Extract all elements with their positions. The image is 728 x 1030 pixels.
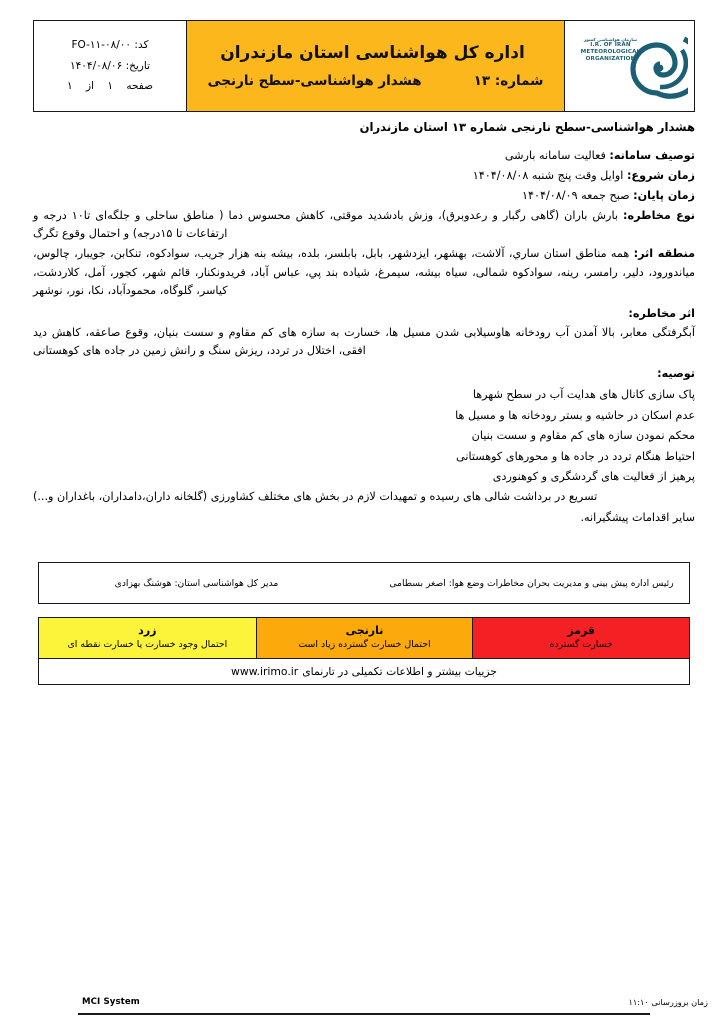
field-value: صبح جمعه ۱۴۰۴/۰۸/۰۹: [521, 189, 630, 203]
list-item: پاک سازی کانال های هدایت آب در سطح شهرها: [472, 388, 695, 402]
recommendations-list: [33, 385, 695, 528]
meta-date-value: ۱۴۰۴/۰۸/۰۶: [70, 59, 123, 72]
field-hazard-type: [33, 207, 695, 243]
hazard-type-value: بارش باران (گاهی رگبار و رعدوبرق)، وزش بادشدید موقتی، کاهش محسوس دما ( مناطق ساحلی و جلگه‌ای تا۱۰ درجه و ارتفاعات تا ۱۵درجه) و احتمال وقوع تگرگ: [33, 209, 618, 241]
irimo-website-link[interactable]: www.irimo.ir: [231, 665, 299, 678]
meta-date-label: تاریخ:: [125, 59, 150, 72]
legend-cell-yellow: [39, 618, 256, 658]
field-affected-region: [33, 245, 695, 299]
field-value: اوایل وقت پنج شنبه ۱۴۰۴/۰۸/۰۸: [472, 168, 624, 182]
meta-page-current: ۱: [107, 80, 113, 93]
document-body: [33, 118, 695, 528]
page-title: اداره کل هواشناسی استان مازندران: [220, 43, 525, 63]
logo-text-line2: METEOROLOGICAL: [580, 49, 641, 56]
header-meta-cell: [34, 21, 186, 111]
footer-system-label: MCI System: [82, 997, 140, 1007]
footer-update-value: ۱۱:۱۰: [628, 997, 649, 1007]
legend-title: زرد: [138, 624, 157, 638]
footer-update-label: زمان بروزرسانی: [651, 997, 708, 1007]
meta-page-of: از: [86, 80, 95, 93]
document-header: [33, 20, 695, 112]
list-item: تسریع در برداشت شالی های رسیده و تمهیدات لازم در بخش های مختلف کشاورزی (گلخانه داران،دامداران، باغداران و...): [33, 490, 598, 504]
irimo-logo: [570, 29, 690, 103]
header-number: [474, 73, 544, 89]
meta-date-line: [70, 56, 150, 76]
meta-code-value: FO-۱۱-۰۸/۰۰: [71, 39, 132, 52]
field-end-time: [33, 187, 695, 205]
field-value: فعالیت سامانه بارشی: [504, 148, 606, 162]
logo-text-fa: سازمان هواشناسی کشور: [583, 37, 638, 42]
header-subtitle-row: [201, 73, 550, 89]
severity-legend: [38, 617, 690, 659]
meta-page-label: صفحه: [126, 80, 153, 93]
header-subtitle: هشدار هواشناسی-سطح نارنجی: [207, 73, 422, 89]
recommendations-title: توصیه:: [657, 367, 695, 381]
footer-divider: [78, 1013, 650, 1015]
legend-description: خسارت گسترده: [549, 639, 613, 651]
list-item: سایر اقدامات پیشگیرانه.: [580, 510, 695, 524]
header-logo-cell: [564, 21, 694, 111]
signature-name: اصغر بسطامی: [389, 577, 449, 589]
logo-text-line3: ORGANIZATION: [585, 56, 636, 63]
field-label: زمان شروع:: [626, 168, 695, 182]
signature-forecast-manager: [364, 578, 689, 589]
hazard-type-label: نوع مخاطره:: [623, 209, 695, 223]
legend-title: نارنجی: [345, 624, 384, 638]
header-number-value: ۱۳: [473, 73, 491, 89]
more-info-bar: [38, 659, 690, 685]
header-title-cell: [186, 21, 564, 111]
more-info-text: جزییات بیشتر و اطلاعات تکمیلی در تارنمای: [302, 665, 497, 678]
meta-code-line: [72, 35, 149, 55]
legend-description: احتمال وجود خسارت یا خسارت نقطه ای: [67, 639, 228, 651]
meta-page-line: [62, 76, 158, 96]
logo-text-line1: I.R. OF IRAN: [590, 42, 631, 49]
header-number-label: شماره:: [494, 73, 544, 89]
signature-role: رئیس اداره پیش بینی و مدیریت بحران مخاطرات وضع هوا:: [448, 577, 674, 589]
list-item: عدم اسکان در حاشیه و بستر رودخانه ها و مسیل ها: [455, 408, 695, 422]
legend-title: قرمز: [567, 624, 596, 638]
field-label: توصیف سامانه:: [609, 148, 695, 162]
legend-cell-orange: [256, 618, 473, 658]
affected-region-value: همه مناطق استان ساري، آلاشت، بهشهر، ایزدشهر، بابل، بابلسر، بلده، بیشه بنه هزار جریب، سوادکوه، تنکابن، جویبار، چالوس، میاندورود، دلیر، رامسر، رینه، سوادکوه شمالی، سیاه بیشه، سیمرغ، شیاده بند پي، عباس آباد، فریدونکنار، قائم شهر، کجور، آمل، کلاردشت، کیاسر، گلوگاه، محمودآباد، نکا، نور، نوشهر: [33, 247, 695, 297]
signature-role: مدیر کل هواشناسی استان:: [174, 577, 279, 589]
hazard-impact-title: اثر مخاطره:: [628, 306, 695, 320]
signature-name: هوشنگ بهزادی: [114, 577, 175, 589]
signature-box: [38, 562, 690, 604]
field-label: زمان پایان:: [633, 189, 695, 203]
list-item: پرهیز از فعالیت های گردشگری و کوهنوردی: [492, 469, 695, 483]
list-item: احتیاط هنگام تردد در جاده ها و محورهای کوهستانی: [456, 449, 695, 463]
hazard-impact-text: آبگرفتگی معابر، بالا آمدن آب رودخانه هاوسیلابی شدن مسیل ها، خسارت به سازه های کم مقاوم و سست بنیان، وقوع صاعقه، کاهش دید افقی، اختلال در تردد، ریزش سنگ و رانش زمین در جاده های کوهستانی: [33, 326, 695, 358]
affected-region-label: منطقه اثر:: [633, 247, 695, 261]
legend-cell-red: [472, 618, 689, 658]
signature-director-general: [39, 578, 364, 589]
logo-spiral-icon: [626, 33, 688, 103]
document-heading: هشدار هواشناسی-سطح نارنجی شماره ۱۳ استان مازندران: [359, 120, 695, 134]
legend-description: احتمال خسارت گسترده زیاد است: [298, 639, 431, 651]
meta-code-label: کد:: [134, 39, 149, 52]
page-footer: [0, 995, 728, 1023]
footer-update-time: [624, 997, 708, 1007]
field-system-description: [33, 147, 695, 165]
field-start-time: [33, 167, 695, 185]
list-item: محکم نمودن سازه های کم مقاوم و سست بنیان: [471, 429, 695, 443]
meta-page-total: ۱: [67, 80, 73, 93]
